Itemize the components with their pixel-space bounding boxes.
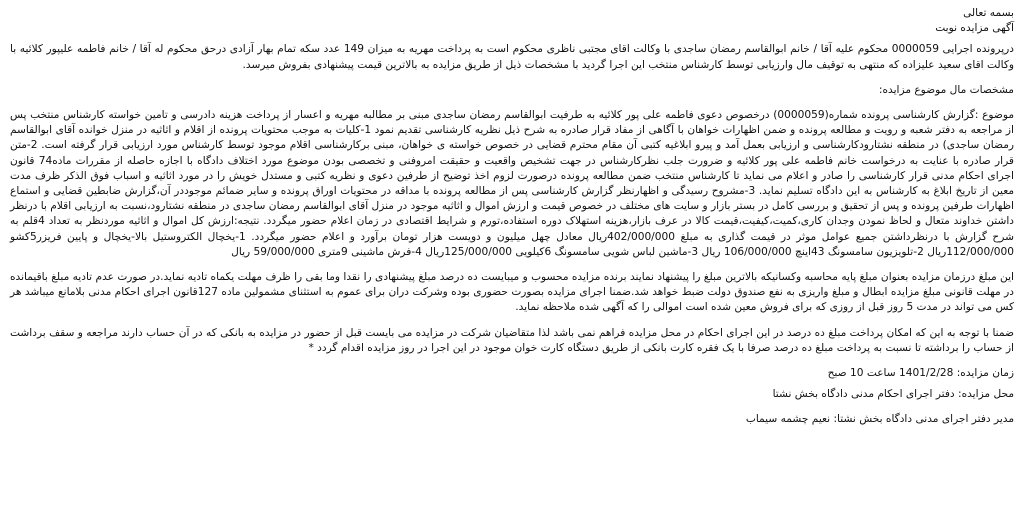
- auction-time: زمان مزایده: 1401/2/28 ساعت 10 صبح: [827, 367, 1014, 380]
- auction-place: محل مزایده: دفتر اجرای احکام مدنی دادگاه بخش نشتا: [772, 388, 1014, 401]
- property-description: موضوع :گزارش کارشناسی پرونده شماره(0000059) درخصوص دعوی فاطمه علی پور کلائیه به طرفیت ابوالقاسم رمضان ساجدی مبنی بر مطالبه مهریه و اعسار از پرداخت هزینه دادرسی و تامین خواسته کارشناس منتخب پس از مراجعه به دفتر شعبه و رویت و مطالعه پرونده و ضمن اظهارات خواهان با آگاهی از مفاد قرار صادره به شرح ذیل نظریه کارشناسی تقدیم نمود 1-کلیات به موجب محتویات پرونده از اقلام و اثاثیه در منزل خوانده آقای ابوالقاسم رمضان ساجدی) در منطقه نشتارودکارشناسی و ارزیابی بعمل آمد و پیرو ابلاغیه کتبی آن مقام محترم قضایی در خصوص خواسته ی خواهان، مبنی برکارشناسی اقلام موجود توسط کارشناس مورد ارزیابی قرار گرفته است. 2-متن قرار صادره با عنایت به درخواست خانم فاطمه علی پور کلائیه و ضرورت جلب نظرکارشناس در جهت تشخیص واقعیت و حقیقت امروفنی و تخصصی بودن موضوع مورد اختلاف دادگاه با اجازه حاصله از مقررات ماده74 قانون اجرای احکام مدنی قرار کارشناسی را صادر و اعلام می نماید تا کارشناس منتخب ضمن مطالعه پرونده درصورت لزوم اخذ توضیح از طرفین دعوی و نظریه کتبی و مستدل خویش را در مورد اثاثیه و اسباب فوق الذکر ظرف مدت معین از تاریخ ابلاغ به کارشناس به این دادگاه تسلیم نماید. 3-مشروح رسیدگی و اظهارنظر گزارش کارشناسی پس از مطالعه پرونده با مداقه در محتویات اوراق پرونده و سایر ضمائم موجوددر آن،گزارش ضابطین قضایی و استماع اظهارات طرفین پرونده و پس از تحقیق و بررسی کامل در بستر بازار و سایت های مختلف در خصوص قیمت و ارزش اموال و اثاثیه موجود در منزل آقای ابوالقاسم رمضان ساجدی در منطقه نشتارود،نسبت به ارزیابی اقلام با درنظر داشتن خداوند متعال و لحاظ نمودن وجدان کاری،کمیت،کیفیت،قیمت کالا در عرف بازار،هزینه استهلاک دوره استفاده،تورم و شرایط اقتصادی در زمان اعلام حضور میگردد. نتیجه:ارزش کل اموال و اثاثیه موردنظر به تعداد 4قلم به شرح گزارش با درنظرداشتن جمیع عوامل موثر در قیمت گذاری به مبلغ 402/000/000ریال معادل چهل میلیون و دویست هزار تومان برآورد و اعلام حضور میگردد. 1-یخچال الکتروستیل بالا-یخچال و پایین فریزر5کشو 112/000/000ریال 2-تلویزیون سامسونگ 43اینچ 106/000/000 ریال 3-ماشین لباس شویی سامسونگ 6کیلویی 125/000/000ریال 4-فرش ماشینی 9متری 59/000/000 ریال: [10, 109, 1015, 258]
- terms-paragraph-1: این مبلغ درزمان مزایده بعنوان مبلغ پایه محاسبه وکسانیکه بالاترین مبلغ را پیشنهاد نمایند برنده مزایده محسوب و میبایست ده درصد مبلغ پیشنهادی را نقدا وما بقی را ظرف مهلت یکماه تادیه نماید.در صورت عدم تادیه مبلغ باقیمانده در مهلت قانونی مبلغ مزایده ابطال و مبلغ واریزی به نفع صندوق دولت ضبط خواهد شد.ضمنا اجرای مزایده بصورت حضوری بوده وشرکت دران برای عموم به استثنای مشمولین ماده 127قانون اجرای احکام مدنی بلامانع میباشد هر کس می تواند در مدت 5 روز قبل از روزی که برای فروش معین شده است اموالی را که آگهی شده ملاحظه نماید.: [10, 271, 1014, 314]
- terms-paragraph-2: ضمنا با توجه به این که امکان پرداخت مبلغ ده درصد در این اجرای احکام در محل مزایده فراهم نمی باشد لذا متقاضیان شرکت در مزایده می بایست قبل از حضور در مزایده به بانکی که در آن حساب دارند مراجعه و سقف برداشت از حساب را برداشته تا نسبت به پرداخت مبلغ ده درصد صرفا با یک فقره کارت بانکی از طریق دستگاه کارت خوان موجود در این اجرا در روز مزایده اقدام گردد *: [10, 326, 1014, 354]
- intro-paragraph: درپرونده اجرایی 0000059 محکوم علیه آقا / خانم ابوالقاسم رمضان ساجدی با وکالت اقای مجتبی ناظری محکوم است به پرداخت مهریه به میزان 149 عدد سکه تمام بهار آزادی درحق محکوم له آقا / خانم فاطمه علیپور کلائیه با وکالت اقای سعید علیزاده که منتهی به توقیف مال وارزیابی توسط کارشناس منتخب این اجرا گردید با مشخصات ذیل از طریق مزایده به بالاترین قیمت پیشنهادی بفروش میرسد.: [10, 43, 1014, 71]
- bismillah-heading: بسمه تعالی: [963, 7, 1014, 19]
- section-title: مشخصات مال موضوع مزایده:: [878, 83, 1014, 96]
- signature-line: مدیر دفتر اجرای مدنی دادگاه بخش نشتا: نعیم چشمه سیماب: [745, 413, 1014, 426]
- notice-title: آگهی مزایده نوبت: [935, 22, 1014, 35]
